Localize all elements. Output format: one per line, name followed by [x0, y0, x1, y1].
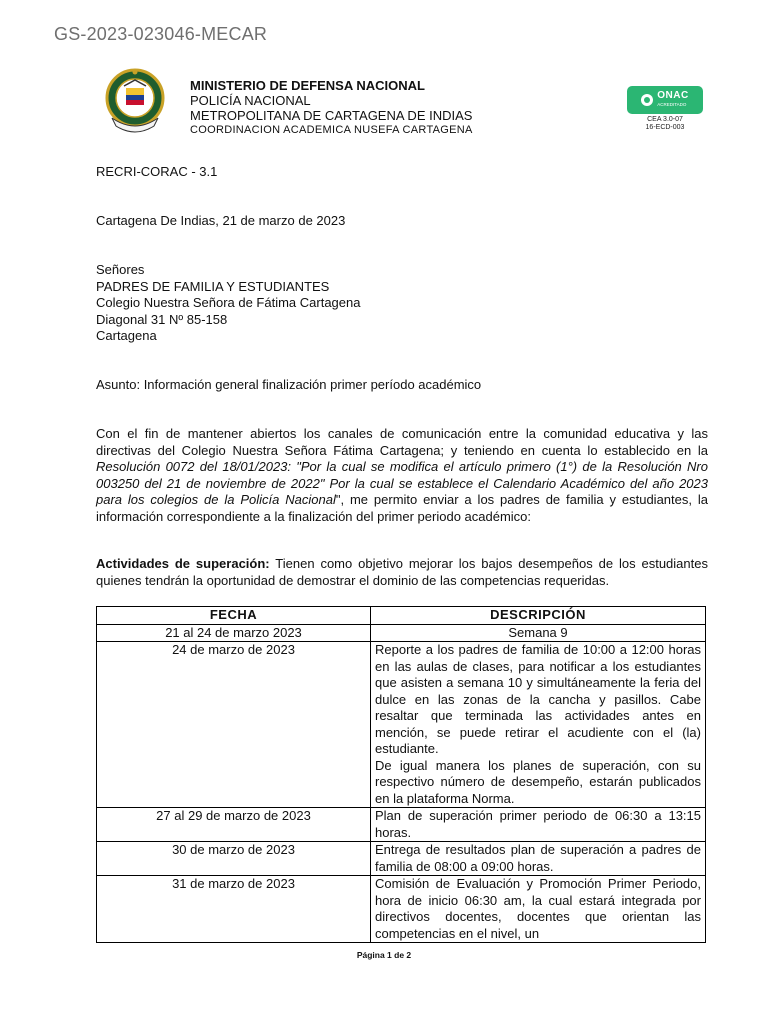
date-cell: 31 de marzo de 2023 — [97, 876, 371, 943]
coordination-name: COORDINACION ACADEMICA NUSEFA CARTAGENA — [190, 124, 473, 136]
date-cell: 21 al 24 de marzo 2023 — [97, 624, 371, 642]
table-row — [97, 842, 706, 876]
description-cell: Comisión de Evaluación y Promoción Primer Periodo, hora de inicio 06:30 am, la cual estará integrada por directivos docentes, docentes que orientan las competencias en el nivel, un — [371, 876, 706, 943]
letter-date: Cartagena De Indias, 21 de marzo de 2023 — [96, 213, 346, 228]
schedule-table — [96, 606, 706, 943]
body-intro: Con el fin de mantener abiertos los canales de comunicación entre la comunidad educativa y las directivas del Colegio Nuestra Señora Fátima Cartagena; y teniendo en cuenta lo establecido en la — [96, 426, 708, 458]
addressee-block — [96, 262, 360, 345]
body-paragraph — [96, 426, 708, 525]
description-text: Reporte a los padres de familia de 10:00 a 12:00 horas en las aulas de clases, para notificar a los estudiantes que asisten a semana 10 y simultáneamente la feria del dulce en las zonas de la cancha y pasillos. Cabe resaltar que terminada las actividades antes en mención, se puede retirar el acudiente con el (la) estudiante. — [375, 642, 701, 756]
resolution-citation: Resolución 0072 del 18/01/2023: "Por la cual se modifica el artículo primero (1°) de la Resolución Nro 003250 del 21 de noviembre de 2022" Por la cual se establece el Calendario Académico del año 2023 para los colegios de la Policía Nacional — [96, 459, 708, 507]
date-cell: 24 de marzo de 2023 — [97, 642, 371, 808]
column-header-descripcion: DESCRIPCIÓN — [371, 607, 706, 625]
reference-code: RECRI-CORAC - 3.1 — [96, 164, 218, 179]
table-row — [97, 808, 706, 842]
onac-name: ONAC — [657, 90, 689, 101]
description-cell: Entrega de resultados plan de superación a padres de familia de 08:00 a 09:00 horas. — [371, 842, 706, 876]
police-seal-icon — [104, 68, 166, 136]
addressee-line: Colegio Nuestra Señora de Fátima Cartagena — [96, 295, 361, 310]
date-cell: 27 al 29 de marzo de 2023 — [97, 808, 371, 842]
metropolitan-name: METROPOLITANA DE CARTAGENA DE INDIAS — [190, 108, 473, 123]
addressee-line: PADRES DE FAMILIA Y ESTUDIANTES — [96, 278, 330, 294]
date-cell: 30 de marzo de 2023 — [97, 842, 371, 876]
onac-accreditation — [627, 86, 703, 132]
table-header-row — [97, 607, 706, 625]
column-header-fecha: FECHA — [97, 607, 371, 625]
page-number: Página 1 de 2 — [356, 950, 412, 960]
description-text: De igual manera los planes de superación, con su respectivo número de desempeño, estarán publicados en la plataforma Norma. — [375, 757, 701, 806]
activities-paragraph — [96, 556, 708, 589]
table-row — [97, 876, 706, 943]
ministry-name: MINISTERIO DE DEFENSA NACIONAL — [190, 78, 425, 93]
onac-code-2: 16-ECD-003 — [645, 124, 685, 131]
subject-line: Asunto: Información general finalización primer período académico — [96, 377, 482, 392]
document-code: GS-2023-023046-MECAR — [54, 24, 268, 44]
table-row — [97, 642, 706, 808]
table-row — [97, 624, 706, 642]
onac-logo — [627, 86, 703, 114]
institution-header — [190, 78, 473, 138]
police-name: POLICÍA NACIONAL — [190, 93, 311, 108]
addressee-line: Diagonal 31 Nº 85-158 — [96, 311, 228, 327]
addressee-line: Cartagena — [96, 328, 157, 343]
onac-mark-icon — [641, 94, 653, 106]
activities-title: Actividades de superación: — [96, 556, 270, 571]
onac-tag: ACREDITADO — [657, 102, 687, 107]
description-cell: Semana 9 — [371, 624, 706, 642]
activities-text: Tienen como objetivo mejorar los bajos desempeños de los estudiantes quienes tendrán la oportunidad de demostrar el dominio de las competencias requeridas. — [96, 556, 708, 588]
onac-code-1: CEA 3.0-07 — [647, 116, 683, 123]
body-outro: ", me permito enviar a los padres de familia y estudiantes, la información correspondiente a la finalización del primer periodo académico: — [96, 492, 708, 524]
salutation: Señores — [96, 262, 145, 277]
description-cell — [371, 642, 706, 808]
description-cell: Plan de superación primer periodo de 06:30 a 13:15 horas. — [371, 808, 706, 842]
